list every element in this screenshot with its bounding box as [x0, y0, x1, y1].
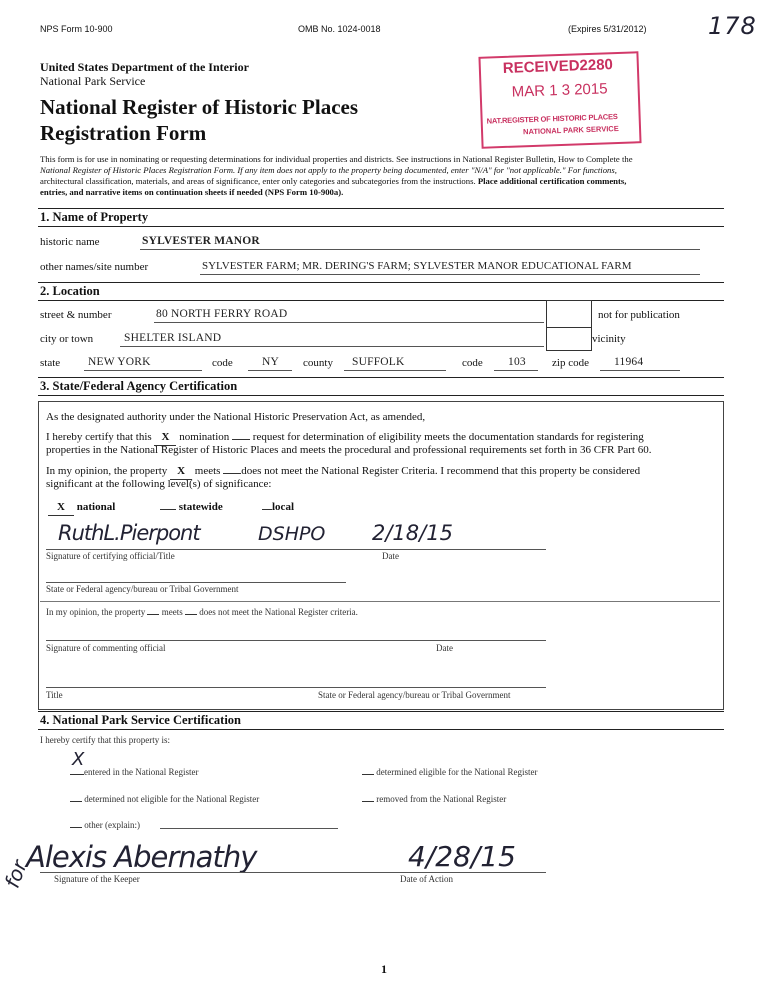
- county-value[interactable]: SUFFOLK: [352, 356, 405, 368]
- agency-line: [46, 582, 346, 583]
- cert-authority-text: As the designated authority under the National Historic Preservation Act, as amended,: [46, 411, 426, 423]
- action-date: 4/28/15: [408, 840, 516, 873]
- street-value[interactable]: 80 NORTH FERRY ROAD: [156, 308, 288, 320]
- cert-p2a: I hereby certify that this: [46, 431, 152, 443]
- removed-blank[interactable]: [362, 801, 374, 802]
- cert-p3d: significant at the following level(s) of significance:: [46, 478, 272, 490]
- nomination-mark[interactable]: X: [154, 431, 176, 446]
- keeper-signature-label: Signature of the Keeper: [54, 874, 140, 884]
- stamp-nps-line: NATIONAL PARK SERVICE: [522, 123, 619, 137]
- keeper-signature-line: [40, 872, 546, 873]
- certifying-date-label: Date: [382, 551, 399, 561]
- other-option: [70, 820, 140, 830]
- section1-bottom-rule: [38, 226, 724, 227]
- city-label: city or town: [40, 333, 94, 345]
- handwritten-page-mark: 178: [708, 12, 757, 40]
- eligible-option: [362, 767, 537, 777]
- zip-label: zip code: [552, 357, 589, 369]
- entered-option: [70, 767, 198, 777]
- request-blank[interactable]: [232, 439, 250, 440]
- section3-heading: 3. State/Federal Agency Certification: [40, 379, 238, 393]
- form-number: NPS Form 10-900: [40, 24, 113, 34]
- section3-top-rule: [38, 377, 724, 378]
- certifying-signature-label: Signature of certifying official/Title: [46, 551, 175, 561]
- commenting-meets-blank[interactable]: [147, 614, 159, 615]
- level-national-label: national: [76, 501, 116, 513]
- zip-value[interactable]: 11964: [614, 356, 644, 368]
- cert-p2c: request for determination of eligibility meets the documentation standards for registering: [252, 431, 644, 443]
- expiry-date: (Expires 5/31/2012): [568, 24, 647, 34]
- vicinity-label: vicinity: [592, 333, 626, 345]
- county-code-label: code: [462, 357, 483, 369]
- not-eligible-label: determined not eligible for the National Register: [84, 794, 260, 804]
- level-statewide-blank[interactable]: [160, 509, 176, 510]
- section2-bottom-rule: [38, 300, 724, 301]
- section1-heading: 1. Name of Property: [40, 210, 149, 224]
- stamp-date: MAR 1 3 2015: [511, 80, 608, 101]
- stamp-received-line: RECEIVED2280: [502, 56, 614, 77]
- commenting-opinion-c: does not meet the National Register criteria.: [199, 607, 358, 617]
- form-title-line2: Registration Form: [40, 121, 207, 145]
- section1-top-rule: [38, 208, 724, 209]
- other-explain-line[interactable]: [160, 828, 338, 829]
- agency-label: State or Federal agency/bureau or Tribal Government: [46, 584, 239, 594]
- action-date-label: Date of Action: [400, 874, 453, 884]
- entered-mark[interactable]: X: [72, 749, 85, 770]
- section2-heading: 2. Location: [40, 284, 100, 298]
- not-eligible-blank[interactable]: [70, 801, 82, 802]
- street-label: street & number: [40, 309, 112, 321]
- commenting-signature-label: Signature of commenting official: [46, 643, 166, 653]
- county-label: county: [303, 357, 333, 369]
- level-local-label: local: [272, 501, 294, 513]
- city-value[interactable]: SHELTER ISLAND: [124, 332, 222, 344]
- keeper-signature: Alexis Abernathy: [26, 840, 257, 874]
- removed-label: removed from the National Register: [376, 794, 507, 804]
- cert-p2b: nomination: [179, 431, 230, 443]
- title-agency-line: [46, 687, 546, 688]
- entered-blank[interactable]: [70, 774, 84, 775]
- commenting-title-label: Title: [46, 690, 63, 700]
- commenting-signature-line: [46, 640, 546, 641]
- zip-line: [600, 370, 680, 371]
- not-eligible-option: [70, 794, 259, 804]
- state-code-label: code: [212, 357, 233, 369]
- county-line: [344, 370, 446, 371]
- section3-bottom-rule: [38, 395, 724, 396]
- cert-p2d: properties in the National Register of Historic Places and meets the procedural and professional requirements set forth in 36 CFR Part 60.: [46, 444, 652, 456]
- level-national-mark[interactable]: X: [48, 501, 74, 516]
- service-name: National Park Service: [40, 74, 146, 88]
- historic-name-label: historic name: [40, 236, 100, 248]
- section4-bottom-rule: [38, 729, 724, 730]
- level-local-blank[interactable]: [262, 509, 272, 510]
- commenting-date-label: Date: [436, 643, 453, 653]
- instructions-line4: entries, and narrative items on continuation sheets if needed (NPS Form 10-900a).: [40, 187, 344, 197]
- street-line: [154, 322, 544, 323]
- section4-top-rule: [38, 711, 724, 712]
- entered-label: entered in the National Register: [84, 767, 199, 777]
- state-label: state: [40, 357, 61, 369]
- certifying-title: DSHPO: [258, 523, 326, 545]
- meets-mark[interactable]: X: [170, 465, 192, 480]
- instructions-line1: This form is for use in nominating or requesting determinations for individual properties and districts. See instructions in National Register Bulletin, How to Complete the: [40, 154, 633, 164]
- cert-divider: [40, 601, 720, 602]
- department-name: United States Department of the Interior: [40, 60, 249, 74]
- historic-name-line: [140, 249, 700, 250]
- stamp-register-line: NAT.REGISTER OF HISTORIC PLACES: [486, 112, 618, 126]
- does-not-meet-blank[interactable]: [223, 473, 241, 474]
- eligible-blank[interactable]: [362, 774, 374, 775]
- commenting-opinion-a: In my opinion, the property: [46, 607, 146, 617]
- cert-p3c: does not meet the National Register Criteria. I recommend that this property be considered: [241, 465, 641, 477]
- certifying-signature-line: [46, 549, 546, 550]
- cert-p3b: meets: [194, 465, 221, 477]
- eligible-label: determined eligible for the National Register: [376, 767, 538, 777]
- other-blank[interactable]: [70, 827, 82, 828]
- city-line: [120, 346, 544, 347]
- certifying-date: 2/18/15: [372, 521, 453, 545]
- commenting-agency-label: State or Federal agency/bureau or Tribal Government: [318, 690, 511, 700]
- other-label: other (explain:): [84, 820, 140, 830]
- state-line: [84, 370, 202, 371]
- form-title-line1: National Register of Historic Places: [40, 95, 359, 119]
- nps-intro: I hereby certify that this property is:: [40, 735, 170, 745]
- certifying-signature: RuthL.Pierpont: [58, 521, 200, 545]
- page-number: 1: [381, 962, 387, 976]
- other-names-label: other names/site number: [40, 261, 149, 273]
- county-code-value[interactable]: 103: [508, 356, 526, 368]
- state-code-value[interactable]: NY: [262, 356, 280, 368]
- commenting-opinion-b: meets: [161, 607, 183, 617]
- not-for-publication-label: not for publication: [598, 309, 680, 321]
- state-value[interactable]: NEW YORK: [88, 356, 151, 368]
- vicinity-checkbox[interactable]: [546, 326, 592, 351]
- level-statewide-label: statewide: [178, 501, 223, 513]
- level-national: [48, 501, 115, 516]
- state-code-line: [248, 370, 292, 371]
- instructions-line3-bold: Place additional certification comments,: [477, 176, 627, 186]
- historic-name-value[interactable]: SYLVESTER MANOR: [142, 235, 260, 247]
- county-code-line: [494, 370, 538, 371]
- other-names-line: [200, 274, 700, 275]
- other-names-value[interactable]: SYLVESTER FARM; MR. DERING'S FARM; SYLVESTER MANOR EDUCATIONAL FARM: [202, 260, 632, 272]
- instructions-line3: [40, 176, 626, 186]
- removed-option: [362, 794, 506, 804]
- section4-heading: 4. National Park Service Certification: [40, 713, 241, 727]
- keeper-margin-note: for: [0, 856, 32, 892]
- cert-p3a: In my opinion, the property: [46, 465, 168, 477]
- not-for-publication-checkbox[interactable]: [546, 300, 592, 328]
- section2-top-rule: [38, 282, 724, 283]
- omb-number: OMB No. 1024-0018: [298, 24, 381, 34]
- level-statewide: [160, 501, 223, 515]
- instructions-line3-text: architectural classification, materials, and areas of significance, enter only categories and subcategories from the instructions.: [40, 176, 476, 186]
- level-local: [262, 501, 294, 515]
- received-stamp: [478, 51, 641, 149]
- commenting-not-meet-blank[interactable]: [185, 614, 197, 615]
- commenting-opinion-line: [46, 607, 358, 617]
- instructions-line2: National Register of Historic Places Registration Form. If any item does not apply to the property being documented, enter "N/A" for "not applicable." For functions,: [40, 165, 617, 175]
